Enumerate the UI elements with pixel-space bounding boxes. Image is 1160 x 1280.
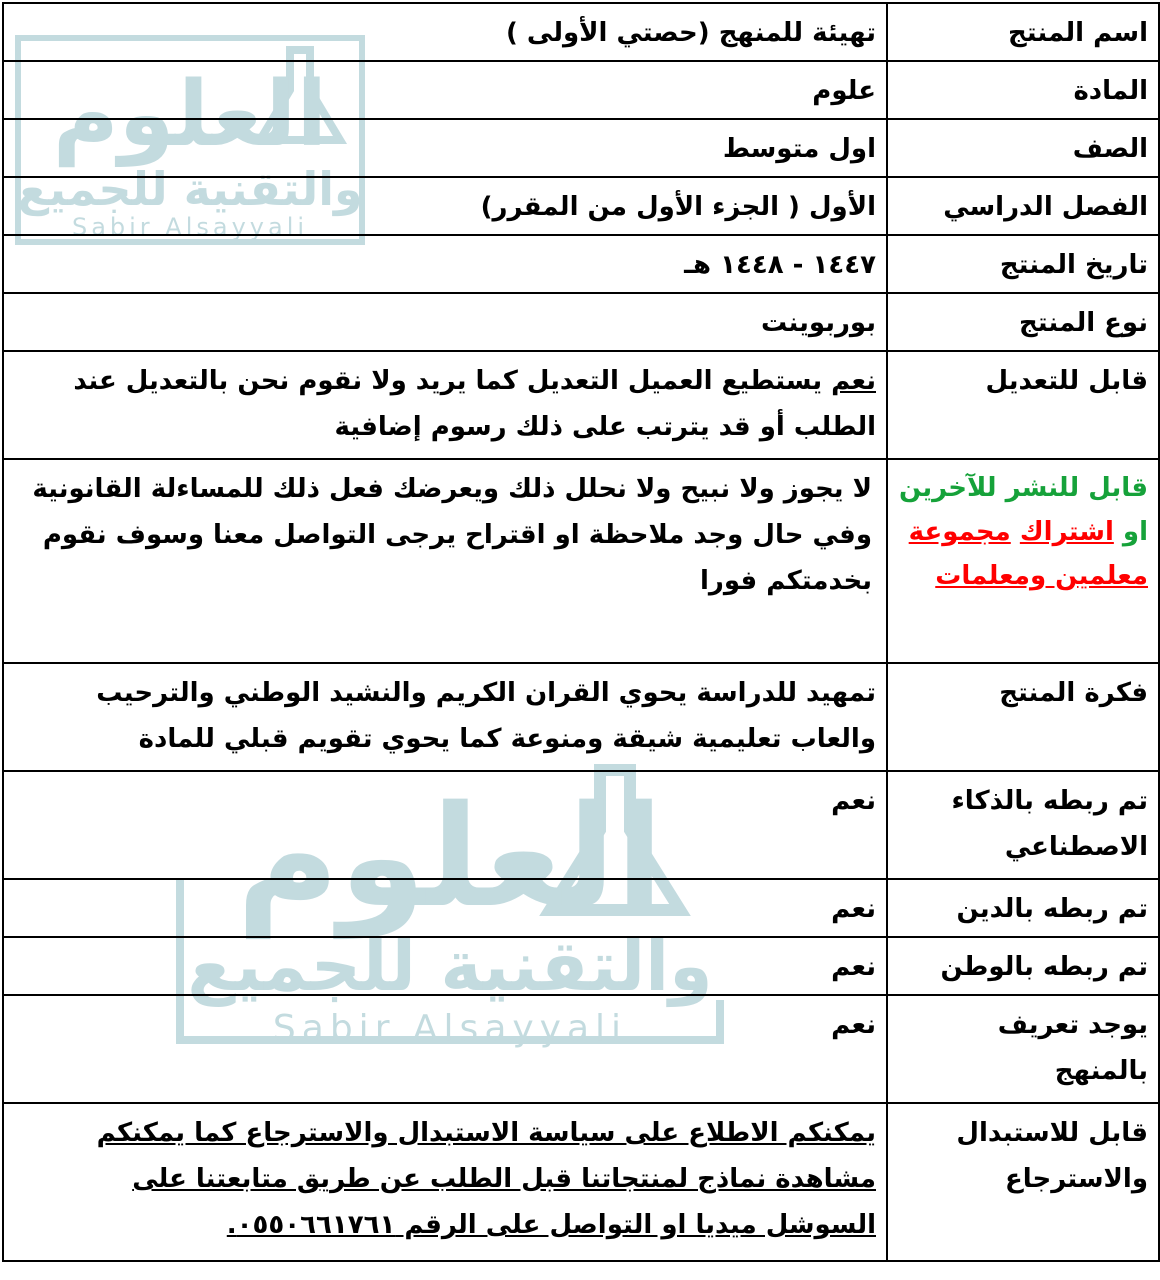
table-row [3,459,1159,663]
value-product-idea: تمهيد للدراسة يحوي القران الكريم والنشيد الوطني والترحيب والعاب تعليمية شيقة ومنوعة كما يحوي تقويم قبلي للمادة [3,663,887,771]
label-grade: الصف [887,119,1159,177]
label-product-name: اسم المنتج [887,3,1159,61]
table-row [3,995,1159,1103]
watermark-arabic-bottom-large: والتقنية للجميع [187,925,713,1007]
label-semester: الفصل الدراسي [887,177,1159,235]
label-product-idea: فكرة المنتج [887,663,1159,771]
value-nation-linked: نعم [3,937,887,995]
editable-text: يستطيع العميل التعديل كما يريد ولا نقوم نحن بالتعديل عند الطلب أو قد يترتب على ذلك رسوم إضافية [73,366,876,442]
watermark-arabic-top: العلوم [52,62,328,167]
label-product-date: تاريخ المنتج [887,235,1159,293]
label-subject: المادة [887,61,1159,119]
table-row [3,61,1159,119]
label-curriculum-intro: يوجد تعريف بالمنهج [887,995,1159,1103]
value-product-type: بوربوينت [3,293,887,351]
product-info-table [2,2,1160,1262]
watermark-latin: Sabir Alsayyali [71,213,309,241]
value-grade: اول متوسط [3,119,887,177]
publishable-label-group: مجموعة معلمين ومعلمات [908,517,1148,591]
value-editable [3,351,887,459]
value-returns-link[interactable]: يمكنكم الاطلاع على سياسة الاستبدال والاسترجاع كما يمكنكم مشاهدة نماذج لمنتجاتنا قبل الطلب عن طريق متابعتنا على السوشل ميديا او التواصل على الرقم ٠٥٥٠٦٦١٧٦١. [3,1103,887,1261]
publishable-label-main: قابل للنشر للآخرين [898,473,1148,503]
table-row [3,663,1159,771]
value-subject: علوم [3,61,887,119]
value-product-date: ١٤٤٧ - ١٤٤٨ هـ [3,235,887,293]
label-returns: قابل للاستبدال والاسترجاع [887,1103,1159,1261]
value-semester: الأول ( الجزء الأول من المقرر) [3,177,887,235]
value-ai-linked: نعم [3,771,887,879]
table-row [3,937,1159,995]
table-row [3,1103,1159,1261]
editable-yes: نعم [831,366,876,396]
table-row [3,3,1159,61]
label-editable: قابل للتعديل [887,351,1159,459]
value-publishable: لا يجوز ولا نبيح ولا نحلل ذلك ويعرضك فعل ذلك للمساءلة القانونية وفي حال وجد ملاحظة او اقتراح يرجى التواصل معنا وسوف نقوم بخدمتكم فورا [3,459,887,663]
watermark-arabic-top-large: العلوم [236,776,664,939]
table-row [3,177,1159,235]
table-row [3,879,1159,937]
watermark-arabic-bottom: والتقنية للجميع [17,162,363,216]
label-product-type: نوع المنتج [887,293,1159,351]
table-row [3,771,1159,879]
publishable-label-share: اشتراك [1019,517,1114,547]
table-row [3,351,1159,459]
table-row [3,293,1159,351]
label-publishable [887,459,1159,663]
value-religion-linked: نعم [3,879,887,937]
table-row [3,235,1159,293]
label-ai-linked: تم ربطه بالذكاء الاصطناعي [887,771,1159,879]
value-product-name: تهيئة للمنهج (حصتي الأولى ) [3,3,887,61]
value-curriculum-intro: نعم [3,995,887,1103]
label-nation-linked: تم ربطه بالوطن [887,937,1159,995]
publishable-label-or: او [1122,517,1148,547]
table-row [3,119,1159,177]
watermark-latin-large: Sabir Alsayyali [272,1008,628,1049]
label-religion-linked: تم ربطه بالدين [887,879,1159,937]
